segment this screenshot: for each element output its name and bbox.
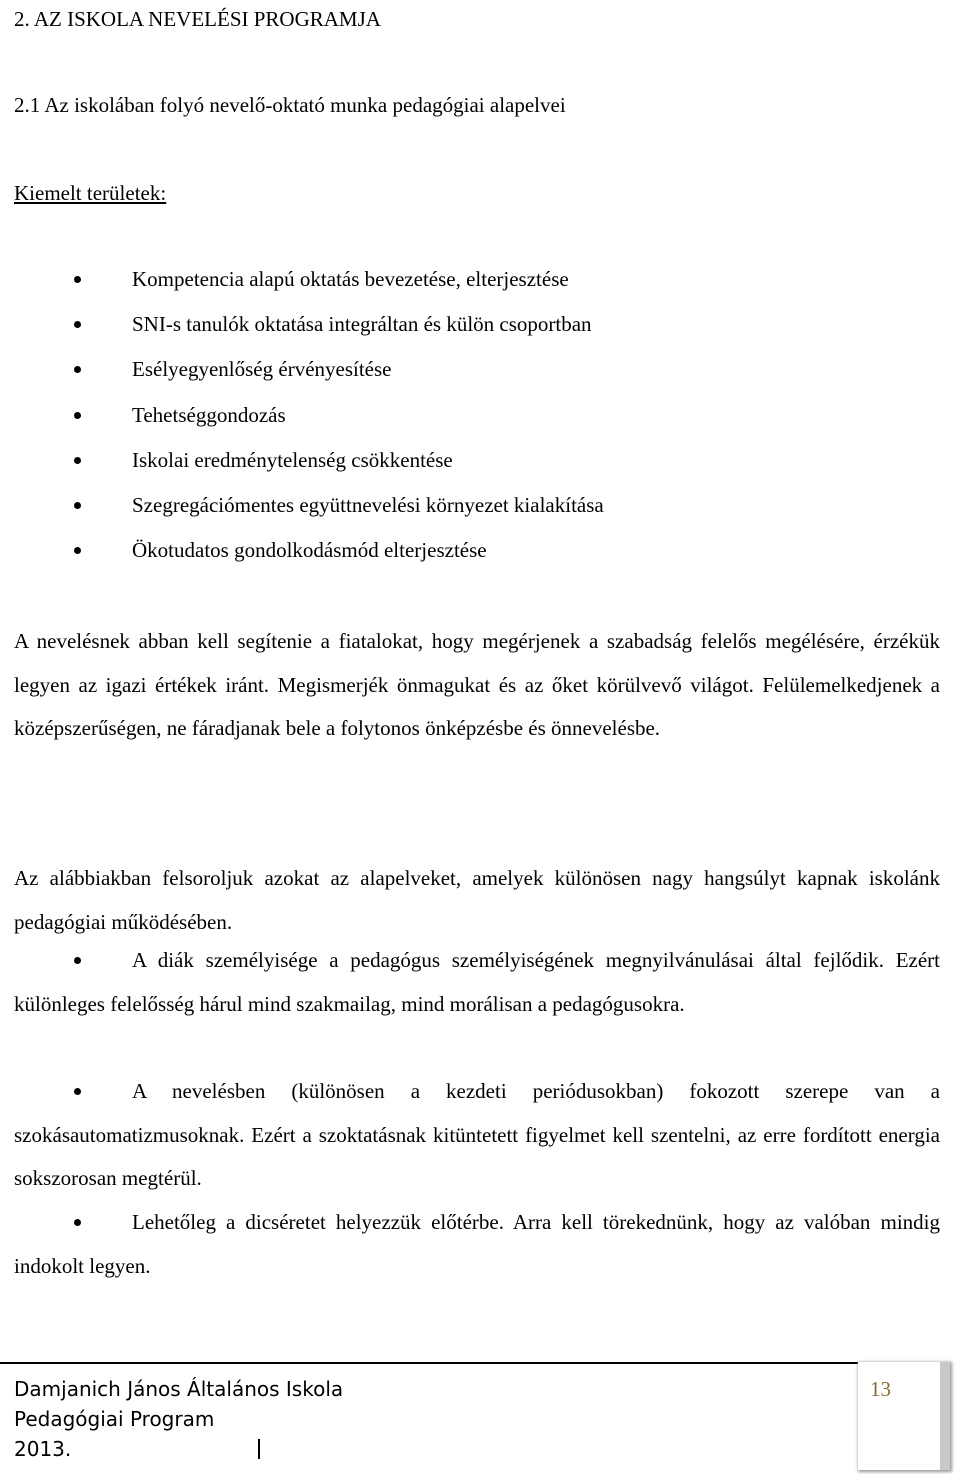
page-heading: 2. AZ ISKOLA NEVELÉSI PROGRAMJA — [14, 7, 381, 31]
key-area-item — [0, 356, 960, 401]
footer-divider — [0, 1362, 858, 1364]
principle-text: A diák személyisége a pedagógus személyiségének megnyilvánulásai által fejlődik. Ezért különleges felelősség hárul mind szakmailag, mind morálisan a pedagógusokra. — [14, 948, 940, 1016]
key-area-item — [0, 402, 960, 447]
bullet-icon — [74, 412, 81, 419]
section-title: 2.1 Az iskolában folyó nevelő-oktató munka pedagógiai alapelvei — [14, 93, 566, 117]
key-area-text: Iskolai eredménytelenség csökkentése — [132, 447, 453, 472]
bullet-icon — [74, 366, 81, 373]
principle-text: Lehetőleg a dicséretet helyezzük előtérbe. Arra kell törekednünk, hogy az valóban mindig indokolt legyen. — [14, 1210, 940, 1278]
key-area-text: SNI-s tanulók oktatása integráltan és külön csoportban — [132, 312, 592, 337]
key-area-text: Szegregációmentes együttnevelési környezet kialakítása — [132, 492, 604, 517]
key-area-item — [0, 311, 960, 356]
bullet-icon — [74, 1088, 81, 1095]
bullet-icon — [74, 502, 81, 509]
key-area-text: Tehetséggondozás — [132, 402, 286, 427]
page-number-shadow — [940, 1362, 950, 1470]
key-area-text: Esélyegyenlőség érvényesítése — [132, 357, 392, 382]
page-number-box — [858, 1362, 950, 1470]
bullet-icon — [74, 957, 81, 964]
key-area-text: Kompetencia alapú oktatás bevezetése, elterjesztése — [132, 267, 569, 291]
principle-item — [14, 939, 940, 1026]
intro-paragraph: A nevelésnek abban kell segítenie a fiatalokat, hogy megérjenek a szabadság felelős megélésére, érzékük legyen az igazi értékek iránt. Megismerjék önmagukat és az őket körülvevő világot. Felülemelkedjenek a középszerűségen, ne fáradjanak bele a folytonos önképzésbe és önnevelésbe. — [14, 629, 940, 740]
footer-document-title: Pedagógiai Program — [14, 1407, 215, 1431]
page-number: 13 — [870, 1377, 891, 1401]
principle-item — [14, 1070, 940, 1201]
key-area-item — [0, 537, 960, 582]
key-area-item — [0, 266, 960, 311]
principles-intro-paragraph: Az alábbiakban felsoroljuk azokat az alapelveket, amelyek különösen nagy hangsúlyt kapnak iskolánk pedagógiai működésében. — [14, 866, 940, 934]
bullet-icon — [74, 321, 81, 328]
footer-separator — [258, 1439, 260, 1459]
key-area-text: Ökotudatos gondolkodásmód elterjesztése — [132, 538, 487, 563]
bullet-icon — [74, 1219, 81, 1226]
bullet-icon — [74, 457, 81, 464]
footer-school-name: Damjanich János Általános Iskola — [14, 1377, 344, 1401]
key-areas-list — [0, 266, 960, 582]
principle-text: A nevelésben (különösen a kezdeti periódusokban) fokozott szerepe van a szokásautomatizmusoknak. Ezért a szoktatásnak kitüntetett figyelmet kell szentelni, az erre fordított energia sokszorosan megtérül. — [14, 1079, 940, 1190]
bullet-icon — [74, 276, 81, 283]
key-areas-title: Kiemelt területek: — [14, 181, 167, 205]
footer-year: 2013. — [14, 1437, 72, 1461]
bullet-icon — [74, 547, 81, 554]
key-area-item — [0, 447, 960, 492]
key-area-item — [0, 492, 960, 537]
principle-item — [14, 1201, 940, 1288]
